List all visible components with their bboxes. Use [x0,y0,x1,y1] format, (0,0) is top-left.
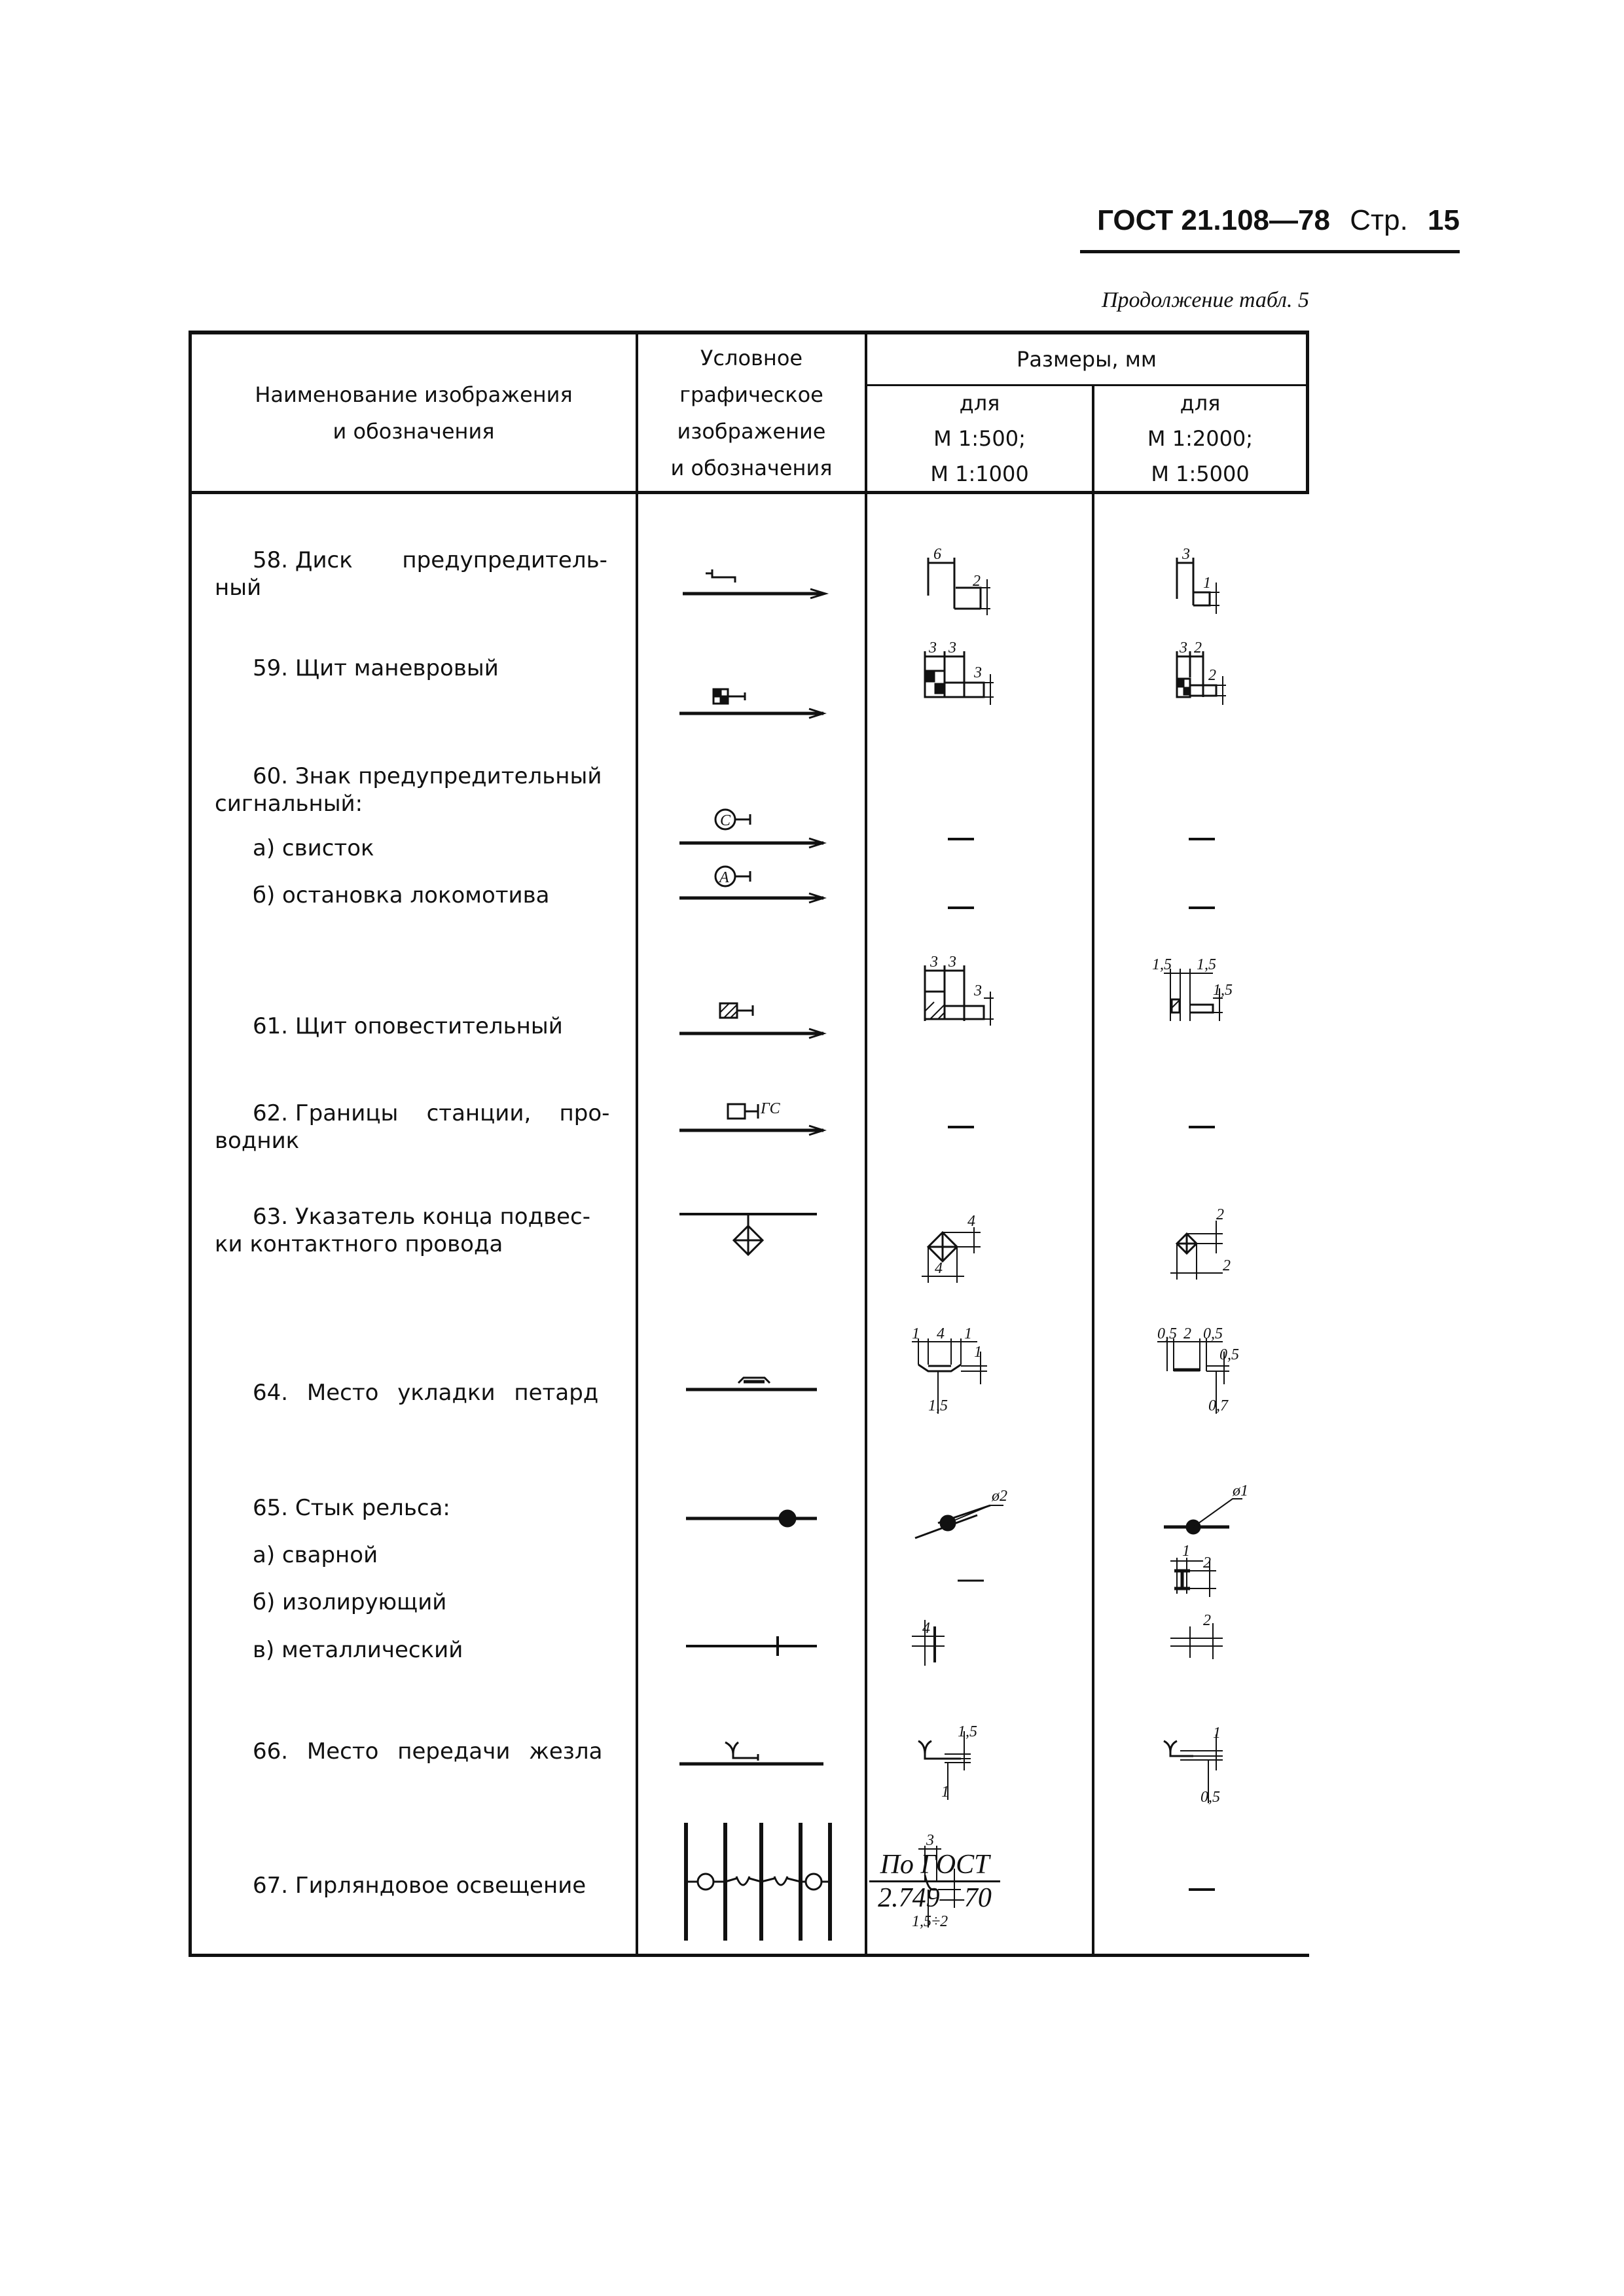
row-60b-name: б) остановка локомотива [253,882,550,908]
gost-ref-line2: 2.749—70 [878,1883,992,1913]
dim-61-m500 [905,954,1036,1037]
locomotive-stop-sign-symbol [673,862,830,908]
row-63-line2: ки контактного провода [215,1231,503,1257]
dim-60b-m500-dash [948,906,974,909]
dim-65c-m500 [899,1600,1043,1672]
dim-58-c: 3 [1182,546,1190,563]
dim-66-b: 1 [941,1784,949,1801]
station-boundary-symbol [673,1090,837,1142]
metal-joint-symbol [679,1630,830,1662]
dim-59-d: 3 [1180,639,1187,656]
row-63-line1: 63. Указатель конца подвес- [253,1204,590,1230]
dim-66-m2000 [1151,1718,1288,1810]
dim-63-d: 2 [1223,1257,1231,1274]
rail-joint-symbol [679,1505,830,1532]
dim-59-c: 3 [974,664,982,681]
col-divider-1 [636,331,638,1957]
dim-61-m2000 [1151,956,1282,1037]
dim-66-d: 0,5 [1200,1789,1220,1806]
gost-number: ГОСТ 21.108—78 [1097,204,1330,236]
dim-64-c: 1 [964,1325,972,1342]
dim-58-m500 [909,546,1039,622]
dim-66-c: 1 [1213,1725,1221,1742]
row-58-name [189,547,634,601]
row-58-line2: ный [215,575,262,601]
row-59-name: 59. Щит маневровый [253,655,499,681]
dim-59-e: 2 [1194,639,1202,656]
dim-61-d: 1,5 [1152,956,1172,973]
header-symbol: Условное графическое изображение и обозначения [670,345,833,480]
row-60a-name: а) свисток [253,835,374,861]
dim-65-m500 [899,1476,1043,1548]
table-bottom-border [189,1954,1309,1957]
row-60-name [189,762,634,817]
dim-65c-m2000 [1151,1607,1288,1666]
dim-67-m500 [899,1832,1043,1934]
row-62-line1: 62. Границы станции, про- [253,1100,610,1126]
dim-61-f: 1,5 [1213,982,1233,999]
disk-warning-symbol [676,563,833,602]
row-60-line2: сигнальный: [215,791,363,817]
header-m500: для М 1:500; М 1:1000 [930,391,1029,486]
row-65c-name: в) металлический [253,1637,463,1663]
shunting-board-symbol [673,684,830,723]
dim-64-b: 4 [937,1325,945,1342]
dim-64-d: 1 [974,1344,982,1361]
dim-64-m500 [899,1325,1043,1424]
dim-66-m500 [899,1718,1043,1810]
boundary-letters: ГС [761,1100,780,1117]
row-65-name: 65. Стык рельса: [253,1495,450,1521]
stop-letter: А [719,869,729,886]
page-header [1080,204,1460,253]
dim-65-c: 1 [1182,1543,1190,1560]
dim-61-e: 1,5 [1197,956,1216,973]
staff-transfer-symbol [673,1734,830,1774]
dim-58-b: 2 [973,573,981,590]
dim-61-c: 3 [974,982,982,999]
dim-58-d: 1 [1203,575,1211,592]
page-number: 15 [1428,204,1460,236]
dim-64-f: 0,5 [1157,1325,1177,1342]
dim-61-b: 3 [948,954,956,971]
dim-65-m2000 [1151,1476,1288,1554]
dim-63-c: 2 [1216,1206,1224,1223]
catenary-end-symbol [673,1201,830,1260]
dim-65-f: 2 [1203,1612,1211,1629]
notice-board-symbol [673,992,830,1044]
dim-60b-m2000-dash [1189,906,1215,909]
dim-67-m2000-dash [1189,1888,1215,1891]
row-65a-name: а) сварной [253,1542,378,1568]
row-63-name [189,1203,634,1258]
dim-65b-m2000 [1151,1543,1288,1600]
symbols-table [189,331,1309,1957]
row-65b-name: б) изолирующий [253,1589,447,1615]
dim-64-j: 0,7 [1208,1397,1228,1414]
whistle-letter: С [720,812,731,829]
dim-59-a: 3 [929,639,937,656]
whistle-sign-symbol [673,805,830,851]
dim-61-a: 3 [930,954,938,971]
col-divider-2 [865,331,867,1957]
dim-64-i: 0,5 [1219,1346,1239,1363]
row-62-line2: водник [215,1128,300,1154]
dim-65-d: 2 [1203,1554,1211,1571]
gost-ref-line1: По ГОСТ [869,1849,1000,1882]
dim-58-m2000 [1157,546,1275,622]
row-62-name [189,1100,634,1155]
dim-64-m2000 [1151,1325,1288,1424]
continuation-caption: Продолжение табл. 5 [1101,288,1309,312]
dim-65-b: ø1 [1233,1482,1248,1499]
dim-66-a: 1,5 [958,1723,977,1740]
dim-64-g: 2 [1183,1325,1191,1342]
dim-63-m2000 [1151,1208,1282,1293]
garland-lighting-symbol [676,1816,840,1947]
dim-58-a: 6 [933,546,941,563]
dim-63-m500 [902,1208,1033,1293]
dim-65-a: ø2 [992,1488,1007,1505]
header-name: Наименование изображения и обозначения [255,382,573,444]
dim-59-m500 [905,639,1036,717]
col-divider-3 [1092,386,1094,1957]
row-66-name: 66. Место передачи жезла [253,1738,603,1765]
dim-59-m2000 [1157,639,1275,717]
dim-59-f: 2 [1208,667,1216,684]
dim-67-b: 1,5÷2 [912,1913,948,1930]
dim-63-b: 4 [935,1260,943,1277]
row-67-name: 67. Гирляндовое освещение [253,1873,586,1899]
header-sizes: Размеры, мм [1017,347,1157,372]
header-bottom-rule [189,491,1309,494]
row-58-line1: 58. Диск предупредитель- [253,547,607,573]
row-64-name: 64. Место укладки петард [253,1380,599,1406]
dim-65-e: 4 [922,1620,930,1637]
dim-64-a: 1 [912,1325,920,1342]
dim-60a-m2000-dash [1189,838,1215,840]
dim-64-e: 1,5 [928,1397,948,1414]
header-m2000: для М 1:2000; М 1:5000 [1147,391,1254,486]
dim-67-a: 3 [926,1832,934,1849]
dim-64-h: 0,5 [1203,1325,1223,1342]
dim-59-b: 3 [948,639,956,656]
row-60-line1: 60. Знак предупредительный [253,763,602,789]
row-61-name: 61. Щит оповестительный [253,1013,563,1039]
dim-60a-m500-dash [948,838,974,840]
dim-62-m2000-dash [1189,1126,1215,1128]
petard-placement-symbol [679,1358,830,1397]
table-right-border [1306,331,1309,494]
page-label: Стр. [1350,204,1408,236]
dim-63-a: 4 [967,1213,975,1230]
dim-62-m500-dash [948,1126,974,1128]
